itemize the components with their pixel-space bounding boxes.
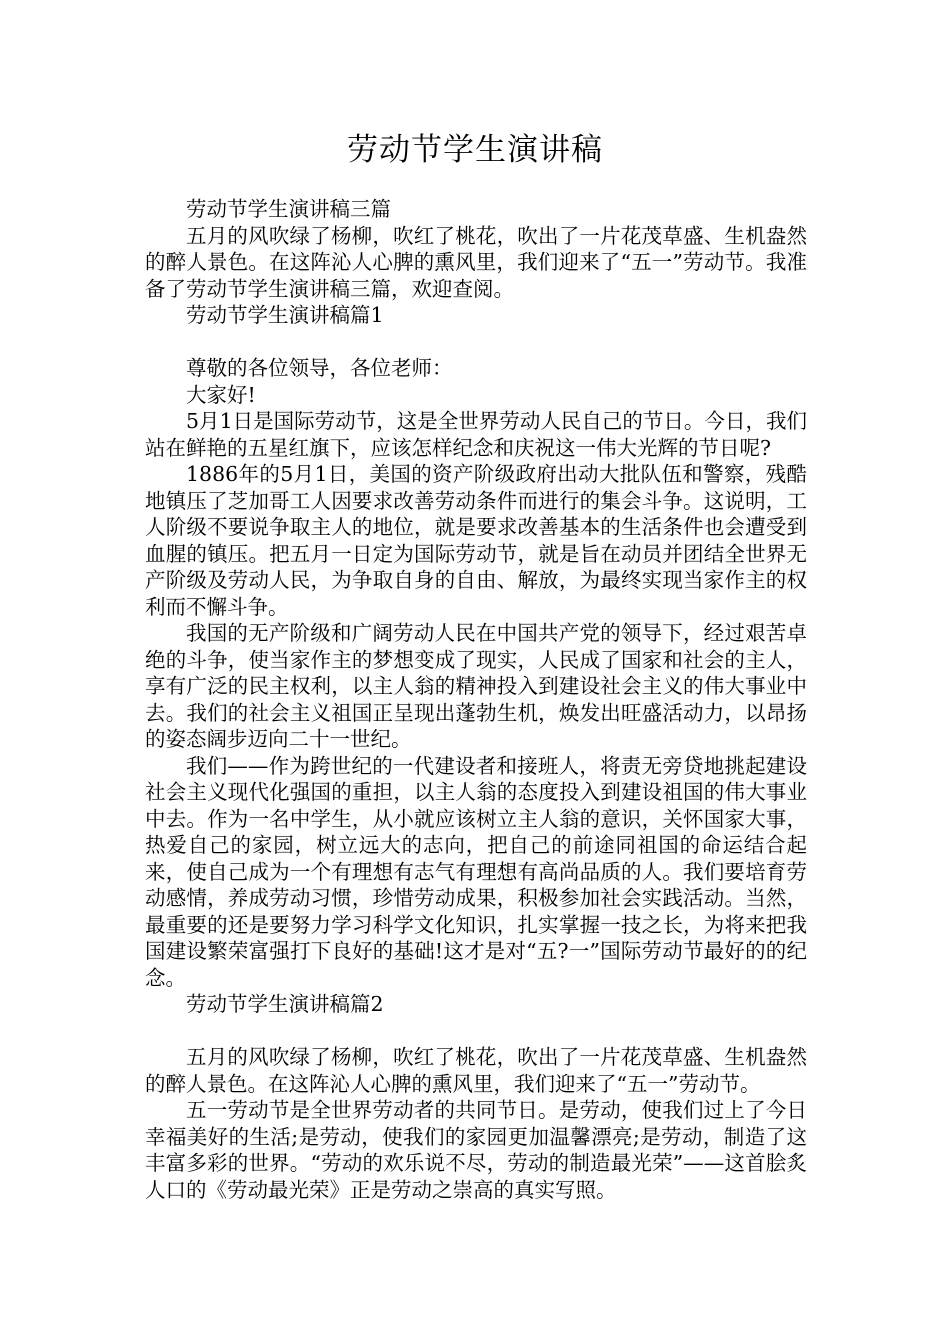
paragraph-body: 1886年的5月1日，美国的资产阶级政府出动大批队伍和警察，残酷地镇压了芝加哥工人因要求改善劳动条件而进行的集会斗争。这说明，工人阶级不要说争取主人的地位，就是要求改善基本的生活条件也会遭受到血腥的镇压。把五月一日定为国际劳动节，就是旨在动员并团结全世界无产阶级及劳动人民，为争取自身的自由、解放，为最终实现当家作主的权利而不懈斗争。 [145,462,807,619]
paragraph-body: 5月1日是国际劳动节，这是全世界劳动人民自己的节日。今日，我们站在鲜艳的五星红旗下，应该怎样纪念和庆祝这一伟大光辉的节日呢? [145,409,807,460]
paragraph-subtitle: 劳动节学生演讲稿三篇 [186,197,391,221]
blank-line [145,329,807,356]
paragraph-body: 五月的风吹绿了杨柳，吹红了桃花，吹出了一片花茂草盛、生机盎然的醉人景色。在这阵沁人心脾的熏风里，我们迎来了“五一”劳动节。 [145,1045,807,1096]
paragraph-body: 我们——作为跨世纪的一代建设者和接班人，将责无旁贷地挑起建设社会主义现代化强国的重担，以主人翁的态度投入到建设祖国的伟大事业中去。作为一名中学生，从小就应该树立主人翁的意识，关怀国家大事，热爱自己的家园，树立远大的志向，把自己的前途同祖国的命运结合起来，使自己成为一个有理想有志气有理想有高尚品质的人。我们要培育劳动感情，养成劳动习惯，珍惜劳动成果，积极参加社会实践活动。当然，最重要的还是要努力学习科学文化知识，扎实掌握一技之长，为将来把我国建设繁荣富强打下良好的基础!这才是对“五?一”国际劳动节最好的的纪念。 [145,753,807,990]
blank-line [145,1018,807,1045]
section-heading-1: 劳动节学生演讲稿篇1 [186,303,384,327]
section-heading-2: 劳动节学生演讲稿篇2 [186,992,384,1016]
paragraph-salutation: 尊敬的各位领导，各位老师： [186,356,453,380]
paragraph-intro: 五月的风吹绿了杨柳，吹红了桃花，吹出了一片花茂草盛、生机盎然的醉人景色。在这阵沁人心脾的熏风里，我们迎来了“五一”劳动节。我准备了劳动节学生演讲稿三篇，欢迎查阅。 [145,223,807,301]
paragraph-body: 五一劳动节是全世界劳动者的共同节日。是劳动，使我们过上了今日幸福美好的生活;是劳动，使我们的家园更加温馨漂亮;是劳动，制造了这丰富多彩的世界。“劳动的欢乐说不尽，劳动的制造最光荣”——这首脍炙人口的《劳动最光荣》正是劳动之崇高的真实写照。 [145,1098,807,1202]
paragraph-body: 我国的无产阶级和广阔劳动人民在中国共产党的领导下，经过艰苦卓绝的斗争，使当家作主的梦想变成了现实，人民成了国家和社会的主人，享有广泛的民主权利，以主人翁的精神投入到建设社会主义的伟大事业中去。我们的社会主义祖国正呈现出蓬勃生机，焕发出旺盛活动力，以昂扬的姿态阔步迈向二十一世纪。 [145,621,807,751]
document-body [145,196,807,1203]
document-title: 劳动节学生演讲稿 [347,132,603,168]
paragraph-greeting: 大家好! [186,382,256,407]
